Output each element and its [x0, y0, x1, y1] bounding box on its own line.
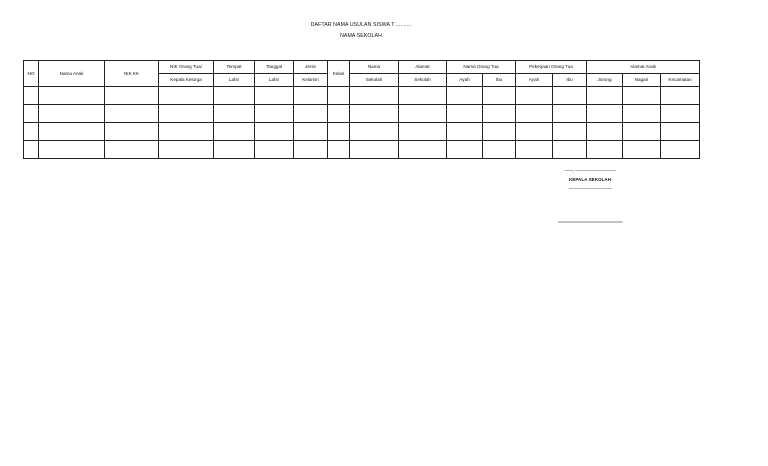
school-name: NAMA SEKOLAH: [340, 33, 382, 39]
table-cell[interactable]: [350, 87, 399, 105]
table-cell[interactable]: [24, 123, 39, 141]
subheader-ibu: Ibu: [553, 74, 587, 87]
subheader-ayah: Ayah: [516, 74, 553, 87]
signature-place-date: -------, ---------------------------------: [564, 168, 616, 173]
table-cell[interactable]: [661, 123, 700, 141]
subheader-lahir: Lahir: [214, 74, 255, 87]
header-no: NO: [24, 61, 39, 87]
table-cell[interactable]: [255, 87, 294, 105]
student-list-table: [23, 60, 700, 159]
header-alamat-anak: Alamat Anak: [587, 61, 700, 74]
table-cell[interactable]: [587, 105, 623, 123]
table-cell[interactable]: [623, 141, 661, 159]
table-row: [24, 87, 700, 105]
subheader-sekolah: Sekolah: [399, 74, 447, 87]
table-cell[interactable]: [661, 105, 700, 123]
header-alamat-sekolah: Alamat: [399, 61, 447, 74]
table-cell[interactable]: [623, 105, 661, 123]
header-nama-sekolah: Nama: [350, 61, 399, 74]
table-cell[interactable]: [159, 141, 214, 159]
signature-role: KEPALA SEKOLAH: [568, 177, 612, 182]
table-cell[interactable]: [294, 105, 328, 123]
table-cell[interactable]: [105, 123, 159, 141]
table-cell[interactable]: [294, 87, 328, 105]
table-cell[interactable]: [328, 141, 350, 159]
table-cell[interactable]: [587, 123, 623, 141]
table-cell[interactable]: [447, 123, 483, 141]
table-cell[interactable]: [516, 123, 553, 141]
table-cell[interactable]: [553, 123, 587, 141]
signature-name-line: ===============================: [557, 219, 623, 224]
table-cell[interactable]: [24, 141, 39, 159]
table-cell[interactable]: [553, 105, 587, 123]
table-cell[interactable]: [483, 105, 516, 123]
table-cell[interactable]: [328, 123, 350, 141]
table-cell[interactable]: [350, 105, 399, 123]
table-cell[interactable]: [399, 141, 447, 159]
header-nama-ortu: Nama Orang Tua: [447, 61, 516, 74]
table-cell[interactable]: [328, 87, 350, 105]
header-jenis-kelamin: Jenis: [294, 61, 328, 74]
table-cell[interactable]: [516, 105, 553, 123]
table-cell[interactable]: [483, 123, 516, 141]
table-cell[interactable]: [587, 87, 623, 105]
table-cell[interactable]: [661, 141, 700, 159]
table-cell[interactable]: [159, 87, 214, 105]
table-cell[interactable]: [294, 123, 328, 141]
header-tanggal-lahir: Tanggal: [255, 61, 294, 74]
table-cell[interactable]: [105, 87, 159, 105]
table-cell[interactable]: [553, 141, 587, 159]
table-cell[interactable]: [483, 141, 516, 159]
header-nik-kk: NIK KK: [105, 61, 159, 87]
table-cell[interactable]: [255, 141, 294, 159]
table-row: [24, 141, 700, 159]
table-cell[interactable]: [255, 105, 294, 123]
table-cell[interactable]: [516, 141, 553, 159]
table-cell[interactable]: [516, 87, 553, 105]
table-cell[interactable]: [399, 87, 447, 105]
table-cell[interactable]: [587, 141, 623, 159]
table-cell[interactable]: [214, 105, 255, 123]
header-tempat-lahir: Tempat: [214, 61, 255, 74]
subheader-lahir: Lahir: [255, 74, 294, 87]
table-cell[interactable]: [447, 141, 483, 159]
table-cell[interactable]: [24, 87, 39, 105]
table-cell[interactable]: [214, 141, 255, 159]
subheader-sekolah: Sekolah: [350, 74, 399, 87]
table-cell[interactable]: [39, 141, 105, 159]
header-nik-ortu: NIK Orang Tua/: [159, 61, 214, 74]
document-title: DAFTAR NAMA USULAN SISWA T ..........: [310, 22, 412, 28]
subheader-ibu: Ibu: [483, 74, 516, 87]
table-cell[interactable]: [447, 105, 483, 123]
table-cell[interactable]: [399, 105, 447, 123]
table-cell[interactable]: [255, 123, 294, 141]
table-cell[interactable]: [623, 87, 661, 105]
table-body: [24, 87, 700, 159]
header-nama-anak: Nama Anak: [39, 61, 105, 87]
subheader-jorong: Jorong: [587, 74, 623, 87]
table-cell[interactable]: [214, 123, 255, 141]
subheader-kecamatan: Kecamatan: [661, 74, 700, 87]
subheader-ayah: Ayah: [447, 74, 483, 87]
subheader-kelamin: Kelamin: [294, 74, 328, 87]
table-cell[interactable]: [24, 105, 39, 123]
table-cell[interactable]: [159, 123, 214, 141]
subheader-kepala-keluarga: Kepala Kelurga: [159, 74, 214, 87]
signature-line: -----------------------------------: [568, 186, 612, 191]
table-cell[interactable]: [39, 105, 105, 123]
table-cell[interactable]: [39, 87, 105, 105]
table-cell[interactable]: [105, 141, 159, 159]
table-cell[interactable]: [294, 141, 328, 159]
table-cell[interactable]: [39, 123, 105, 141]
table-cell[interactable]: [447, 87, 483, 105]
table-cell[interactable]: [328, 105, 350, 123]
table-cell[interactable]: [350, 141, 399, 159]
subheader-nagari: Nagari: [623, 74, 661, 87]
header-kelas: Kelas: [328, 61, 350, 87]
table-cell[interactable]: [661, 87, 700, 105]
table-cell[interactable]: [623, 123, 661, 141]
table-row: [24, 105, 700, 123]
table-cell[interactable]: [159, 105, 214, 123]
table-row: [24, 123, 700, 141]
table-cell[interactable]: [553, 87, 587, 105]
table-cell[interactable]: [399, 123, 447, 141]
table-cell[interactable]: [105, 105, 159, 123]
header-pekerjaan-ortu: Pekerjaan Orang Tua: [516, 61, 587, 74]
table-cell[interactable]: [350, 123, 399, 141]
table-cell[interactable]: [214, 87, 255, 105]
table-cell[interactable]: [483, 87, 516, 105]
